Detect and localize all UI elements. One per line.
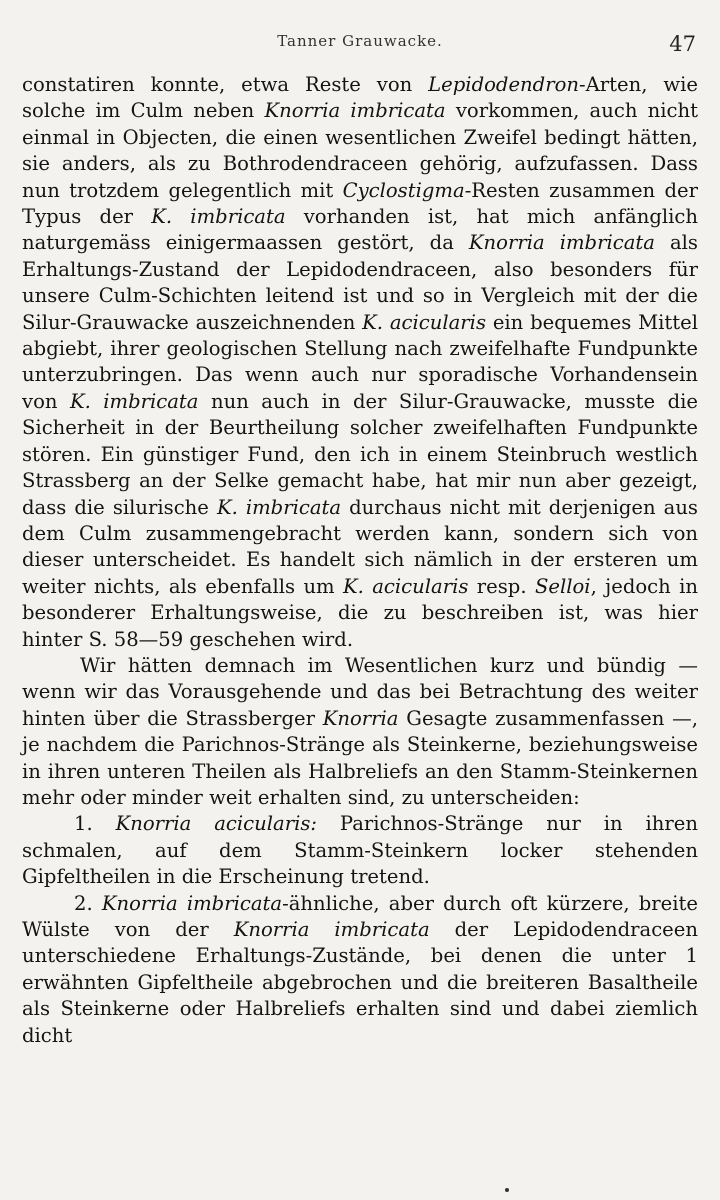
italic-taxon: Knorria imbricata xyxy=(101,891,283,915)
italic-taxon: Knorria acicularis: xyxy=(115,812,318,836)
text-run: der Lepidodendraceen unterschiedene Erhaltungs-Zustände, bei denen die unter 1 erwähnten Gipfeltheile abgebrochen und die breiteren Basaltheile als Steinkerne oder Halbreliefs erhalten sind und dabei ziemlich dicht xyxy=(22,918,698,1047)
italic-taxon: Knorria imbricata xyxy=(264,99,446,123)
text-run: -Arten, wie solche im Culm neben xyxy=(22,73,698,123)
italic-taxon: K. acicularis xyxy=(362,310,486,334)
body-text xyxy=(22,72,698,1049)
italic-taxon: Knorria imbricata xyxy=(233,918,430,941)
italic-taxon: K. imbricata xyxy=(69,389,199,413)
text-run: als Erhaltungs-Zustand der Lepidodendraceen, also besonders für unsere Culm-Schichten leitend ist und so in Vergleich mit der die Silur-Grauwacke auszeichnenden xyxy=(22,231,698,334)
text-run: , jedoch in besonderer Erhaltungsweise, die zu beschreiben ist, was hier hinter S. 58—59 geschehen wird. xyxy=(22,574,699,651)
text-run: 2. xyxy=(74,891,102,915)
italic-taxon: K. acicularis xyxy=(343,574,469,598)
text-run: durchaus nicht mit derjenigen aus dem Culm zusammengebracht werden kann, sondern sich von dieser unterscheidet. Es handelt sich nämlich in der ersteren um weiter nichts, als ebenfalls um xyxy=(22,495,698,598)
print-dot xyxy=(505,1188,509,1192)
list-item xyxy=(22,811,698,890)
text-run: nun auch in der Silur-Grauwacke, musste die Sicherheit in der Beurtheilung solcher zweifelhaften Fundpunkte stören. Ein günstiger Fund, den ich in einem Steinbruch westlich Strassberg an der Selke gemacht habe, hat mir nun aber gezeigt, dass die silurische xyxy=(22,389,698,519)
text-run: Parichnos-Stränge nur in ihren schmalen, auf dem Stamm-Steinkern locker stehenden Gipfeltheilen in die Erscheinung tretend. xyxy=(22,812,698,889)
text-run: Gesagte zusammenfassen —, je nachdem die Parichnos-Stränge als Steinkerne, beziehungsweise in ihren unteren Theilen als Halbreliefs an den Stamm-Steinkernen mehr oder minder weit erhalten sind, zu unterscheiden: xyxy=(22,706,698,809)
text-run: 1. xyxy=(74,812,116,836)
italic-taxon: K. imbricata xyxy=(216,495,342,519)
italic-taxon: Knorria imbricata xyxy=(468,231,655,255)
italic-taxon: Cyclostigma xyxy=(342,178,465,202)
text-run: Wir hätten demnach im Wesentlichen kurz und bündig — wenn wir das Vorausgehende und das bei Betrachtung des weiter hinten über die Strassberger xyxy=(22,653,698,730)
text-run: resp. xyxy=(468,574,535,598)
list-item xyxy=(22,891,698,1049)
running-title: Tanner Grauwacke. xyxy=(277,32,443,50)
page-number: 47 xyxy=(669,32,696,56)
text-run: ein bequemes Mittel abgiebt, ihrer geologischen Stellung nach zweifelhafte Fundpunkte unterzubringen. Das wenn auch nur sporadische Vorhandensein von xyxy=(22,310,699,413)
text-run: vorkommen, auch nicht einmal in Objecten, die einen wesentlichen Zweifel bedingt hätten, sie anders, als zu Bothrodendraceen gehörig, aufzufassen. Dass nun trotzdem gelegentlich mit xyxy=(22,99,699,202)
paragraph xyxy=(22,653,698,811)
italic-taxon: Lepidodendron xyxy=(428,73,579,96)
text-run: vorhanden ist, hat mich anfänglich naturgemäss einigermaassen gestört, da xyxy=(22,205,698,255)
paragraph xyxy=(22,72,698,653)
italic-taxon: Selloi xyxy=(534,574,591,598)
text-run: -Resten zusammen der Typus der xyxy=(22,178,698,229)
text-run: constatiren konnte, etwa Reste von xyxy=(22,73,429,96)
italic-taxon: K. imbricata xyxy=(151,205,286,229)
running-head xyxy=(0,28,720,58)
text-run: -ähnliche, aber durch oft kürzere, breite Wülste von der xyxy=(22,891,698,941)
italic-taxon: Knorria xyxy=(322,706,399,730)
